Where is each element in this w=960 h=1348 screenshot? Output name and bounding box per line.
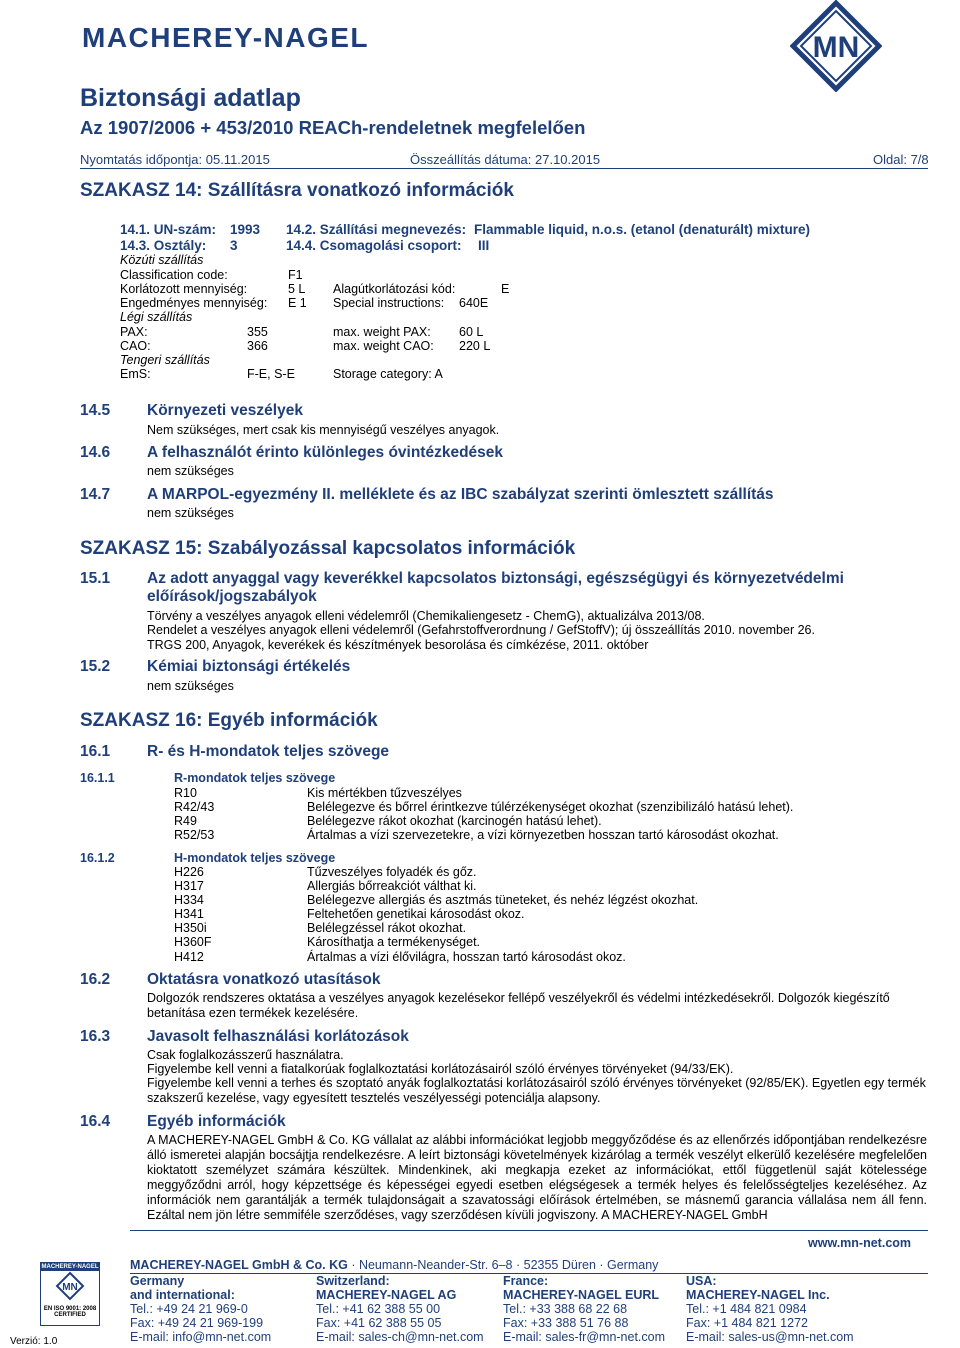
packing-group-value: III [478,238,490,253]
h-text: Károsíthatja a termékenységet. [307,935,481,949]
r-code: R52/53 [174,828,215,842]
subsection-text: nem szükséges [147,464,234,478]
regulation-line: TRGS 200, Anyagok, keverékek és készítmények besorolása és címkézése, 2011. október [147,638,649,652]
h-text: Tűzveszélyes folyadék és gőz. [307,865,477,879]
classification-code-value: F1 [288,268,303,282]
h-code: H350i [174,921,207,935]
iso-certificate-badge [40,1262,100,1326]
subsection-text: nem szükséges [147,679,234,693]
excepted-quantity-value: E 1 [288,296,307,310]
print-date: Nyomtatás időpontja: 05.11.2015 [80,152,270,167]
contact-switzerland: Switzerland: MACHEREY-NAGEL AG Tel.: +41 62 388 55 00 Fax: +41 62 388 55 05 E-mail: sales-ch@mn-net.com [316,1274,484,1344]
cao-max-label: max. weight CAO: [333,339,434,353]
footer-address: MACHEREY-NAGEL GmbH & Co. KG · Neumann-Neander-Str. 6–8 · 52355 Düren · Germany [130,1258,659,1272]
section-14-title: SZAKASZ 14: Szállításra vonatkozó információk [80,180,514,201]
contact-france: France: MACHEREY-NAGEL EURL Tel.: +33 388 68 22 68 Fax: +33 388 51 76 88 E-mail: sales-fr@mn-net.com [503,1274,666,1344]
section-15-title: SZAKASZ 15: Szabályozással kapcsolatos információk [80,538,576,559]
cert-text: CERTIFIED [54,1312,86,1318]
document-title: Biztonsági adatlap [80,84,301,112]
subsection-title: Kémiai biztonsági értékelés [147,658,351,675]
air-transport-heading: Légi szállítás [120,310,193,324]
h-code: H226 [174,865,204,879]
cao-value: 366 [247,339,268,353]
other-info-text: A MACHEREY-NAGEL GmbH & Co. KG vállalat az alábbi információkat legjobb meggyőződése és az ellenőrzés időpontjában rendelkezésre álló ismeretei alapján bocsájtja rendelkezésre. A leírt biztonsági követelmények kizárólag a termék veszélyt elkerülő kezelésére megfelelően kioktatott személyzet számára készültek. Mindenkinek, aki megkapja ezeket az információkat, ettől függetlenül saját kötelessége meggyőződni arról, hogy képzettsége és képességei egyedi esetben elégségesek a termék helyes és felelősségteljes kezeléséhez. Az információk nem garantálják a termék tulajdonságait a szavatossági előírások értelmében, se másnemű garancia vállalása nem áll fenn. Ezáltal nem jön létre semmiféle szerződéses, vagy szerződésen kívüli jogviszony. A MACHEREY-NAGEL GmbH [147,1133,927,1222]
r-code: R42/43 [174,800,215,814]
limited-quantity-value: 5 L [288,282,306,296]
compile-date: Összeállítás dátuma: 27.10.2015 [410,152,601,167]
cao-max-value: 220 L [459,339,491,353]
subsection-number: 14.7 [80,486,111,503]
regulation-line: Törvény a veszélyes anyagok elleni védelemről (Chemikaliengesetz - ChemG), aktualizálva 2013/08. [147,609,705,623]
tunnel-code-value: E [501,282,510,296]
subsection-title: R- és H-mondatok teljes szövege [147,743,390,760]
pax-value: 355 [247,325,268,339]
website-link[interactable]: www.mn-net.com [808,1236,912,1250]
h-code: H412 [174,950,204,964]
regulation-line: Rendelet a veszélyes anyagok elleni védelemről (Gefahrstoffverordnung / GefStoffV); új összeállítás 2010. november 26. [147,623,815,637]
subsection-number: 16.4 [80,1113,111,1130]
section-16-title: SZAKASZ 16: Egyéb információk [80,710,378,731]
un-value: 1993 [230,222,261,237]
subsubsection-number: 16.1.1 [80,771,115,785]
excepted-quantity-label: Engedményes mennyiség: [120,296,268,310]
subsection-text: nem szükséges [147,506,234,520]
subsection-title: A MARPOL-egyezmény II. melléklete és az IBC szabályzat szerinti ömlesztett szállítás [147,486,774,503]
storage-category: Storage category: A [333,367,443,381]
mn-small-logo-icon [41,1271,99,1301]
svg-text:MN: MN [62,1282,78,1293]
contact-usa: USA: MACHEREY-NAGEL Inc. Tel.: +1 484 821 0984 Fax: +1 484 821 1272 E-mail: sales-us@mn-net.com [686,1274,854,1344]
ems-value: F-E, S-E [247,367,295,381]
cao-label: CAO: [120,339,151,353]
restriction-text: Figyelembe kell venni a terhes és szoptató anyák foglalkoztatási korlátozásairól szóló érvényes törvényeket (92/85/EK). Egyetlen egy termék szakszerű kezelése, vagy egyesített tesztelés veszélyességi potenciálja alapsony. [147,1076,926,1105]
pax-label: PAX: [120,325,148,339]
subsection-number: 16.1 [80,743,111,760]
logo-text: MN [812,31,860,64]
subsection-number: 16.3 [80,1028,111,1045]
h-phrases-heading: H-mondatok teljes szövege [174,851,336,865]
r-code: R10 [174,786,197,800]
subsection-title: Az adott anyaggal vagy keverékkel kapcsolatos biztonsági, egészségügyi és környezetvédelmi [147,570,844,587]
subsection-title: Egyéb információk [147,1113,286,1130]
restriction-text: Figyelembe kell venni a fiatalkorúak foglalkoztatási korlátozásairól szóló érvényes törvényeket (94/33/EK). [147,1062,734,1076]
subsection-title: Javasolt felhasználási korlátozások [147,1028,409,1045]
class-value: 3 [230,238,238,253]
subsection-number: 15.1 [80,570,111,587]
cert-text: EN ISO 9001: 2008 [43,1306,97,1312]
r-code: R49 [174,814,197,828]
h-text: Ártalmas a vízi élővilágra, hosszan tartó károsodást okoz. [307,950,626,964]
r-phrases-heading: R-mondatok teljes szövege [174,771,336,785]
h-text: Belélegezve allergiás és asztmás tüneteket, és nehéz légzést okozhat. [307,893,699,907]
subsection-number: 15.2 [80,658,111,675]
shipping-name-value: Flammable liquid, n.o.s. (etanol (denaturált) mixture) [474,222,811,237]
r-text: Ártalmas a vízi szervezetekre, a vízi környezetben hosszan tartó károsodást okozhat. [307,828,779,842]
r-text: Belélegezve rákot okozhat (karcinogén hatású lehet). [307,814,602,828]
h-text: Feltehetően genetikai károsodást okoz. [307,907,525,921]
subsection-title: Oktatásra vonatkozó utasítások [147,971,381,988]
subsection-title: A felhasználót érinto különleges óvintézkedések [147,444,504,461]
ems-label: EmS: [120,367,151,381]
h-code: H360F [174,935,212,949]
sea-transport-heading: Tengeri szállítás [120,353,210,367]
version-label: Verzió: 1.0 [10,1336,58,1347]
subsubsection-number: 16.1.2 [80,851,115,865]
subsection-title: Környezeti veszélyek [147,402,303,419]
h-code: H317 [174,879,204,893]
packing-group-label: 14.4. Csomagolási csoport: [286,238,462,253]
subsection-text: Nem szükséges, mert csak kis mennyiségű veszélyes anyagok. [147,423,500,437]
special-instructions-label: Special instructions: [333,296,445,310]
pax-max-value: 60 L [459,325,484,339]
h-text: Allergiás bőrreakciót válthat ki. [307,879,477,893]
cert-logo: MACHEREY-NAGEL [41,1264,99,1270]
tunnel-code-label: Alagútkorlátozási kód: [333,282,456,296]
page-number: Oldal: 7/8 [873,152,929,167]
subsection-number: 16.2 [80,971,111,988]
header-rule [80,168,928,169]
shipping-name-label: 14.2. Szállítási megnevezés: [286,222,467,237]
contact-germany: Germany and international: Tel.: +49 24 21 969-0 Fax: +49 24 21 969-199 E-mail: info@mn-net.com [130,1274,272,1344]
footer-rule-top [130,1230,928,1231]
subsection-title-cont: előírások/jogszabályok [147,588,317,605]
road-transport-heading: Közúti szállítás [120,253,204,267]
document-subtitle: Az 1907/2006 + 453/2010 REACh-rendeletnek megfelelően [80,117,586,138]
h-code: H334 [174,893,204,907]
r-text: Kis mértékben tűzveszélyes [307,786,462,800]
h-text: Belélegzéssel rákot okozhat. [307,921,467,935]
training-text: Dolgozók rendszeres oktatása a veszélyes anyagok kezelésekor fellépő veszélyekről és védelmi intézkedésekről. Dolgozók kiegészítő betanítása ezen termékek kezelésére. [147,991,890,1020]
pax-max-label: max. weight PAX: [333,325,431,339]
classification-code-label: Classification code: [120,268,228,282]
restriction-text: Csak foglalkozásszerű használatra. [147,1048,344,1062]
class-label: 14.3. Osztály: [120,238,207,253]
special-instructions-value: 640E [459,296,489,310]
subsection-number: 14.5 [80,402,111,419]
limited-quantity-label: Korlátozott mennyiség: [120,282,248,296]
brand-wordmark: MACHEREY-NAGEL [82,22,370,53]
r-text: Belélegezve és bőrrel érintkezve túlérzékenységet okozhat (szenzibilizáló hatású lehet). [307,800,794,814]
mn-logo-icon [790,0,882,92]
h-code: H341 [174,907,204,921]
un-label: 14.1. UN-szám: [120,222,217,237]
subsection-number: 14.6 [80,444,111,461]
